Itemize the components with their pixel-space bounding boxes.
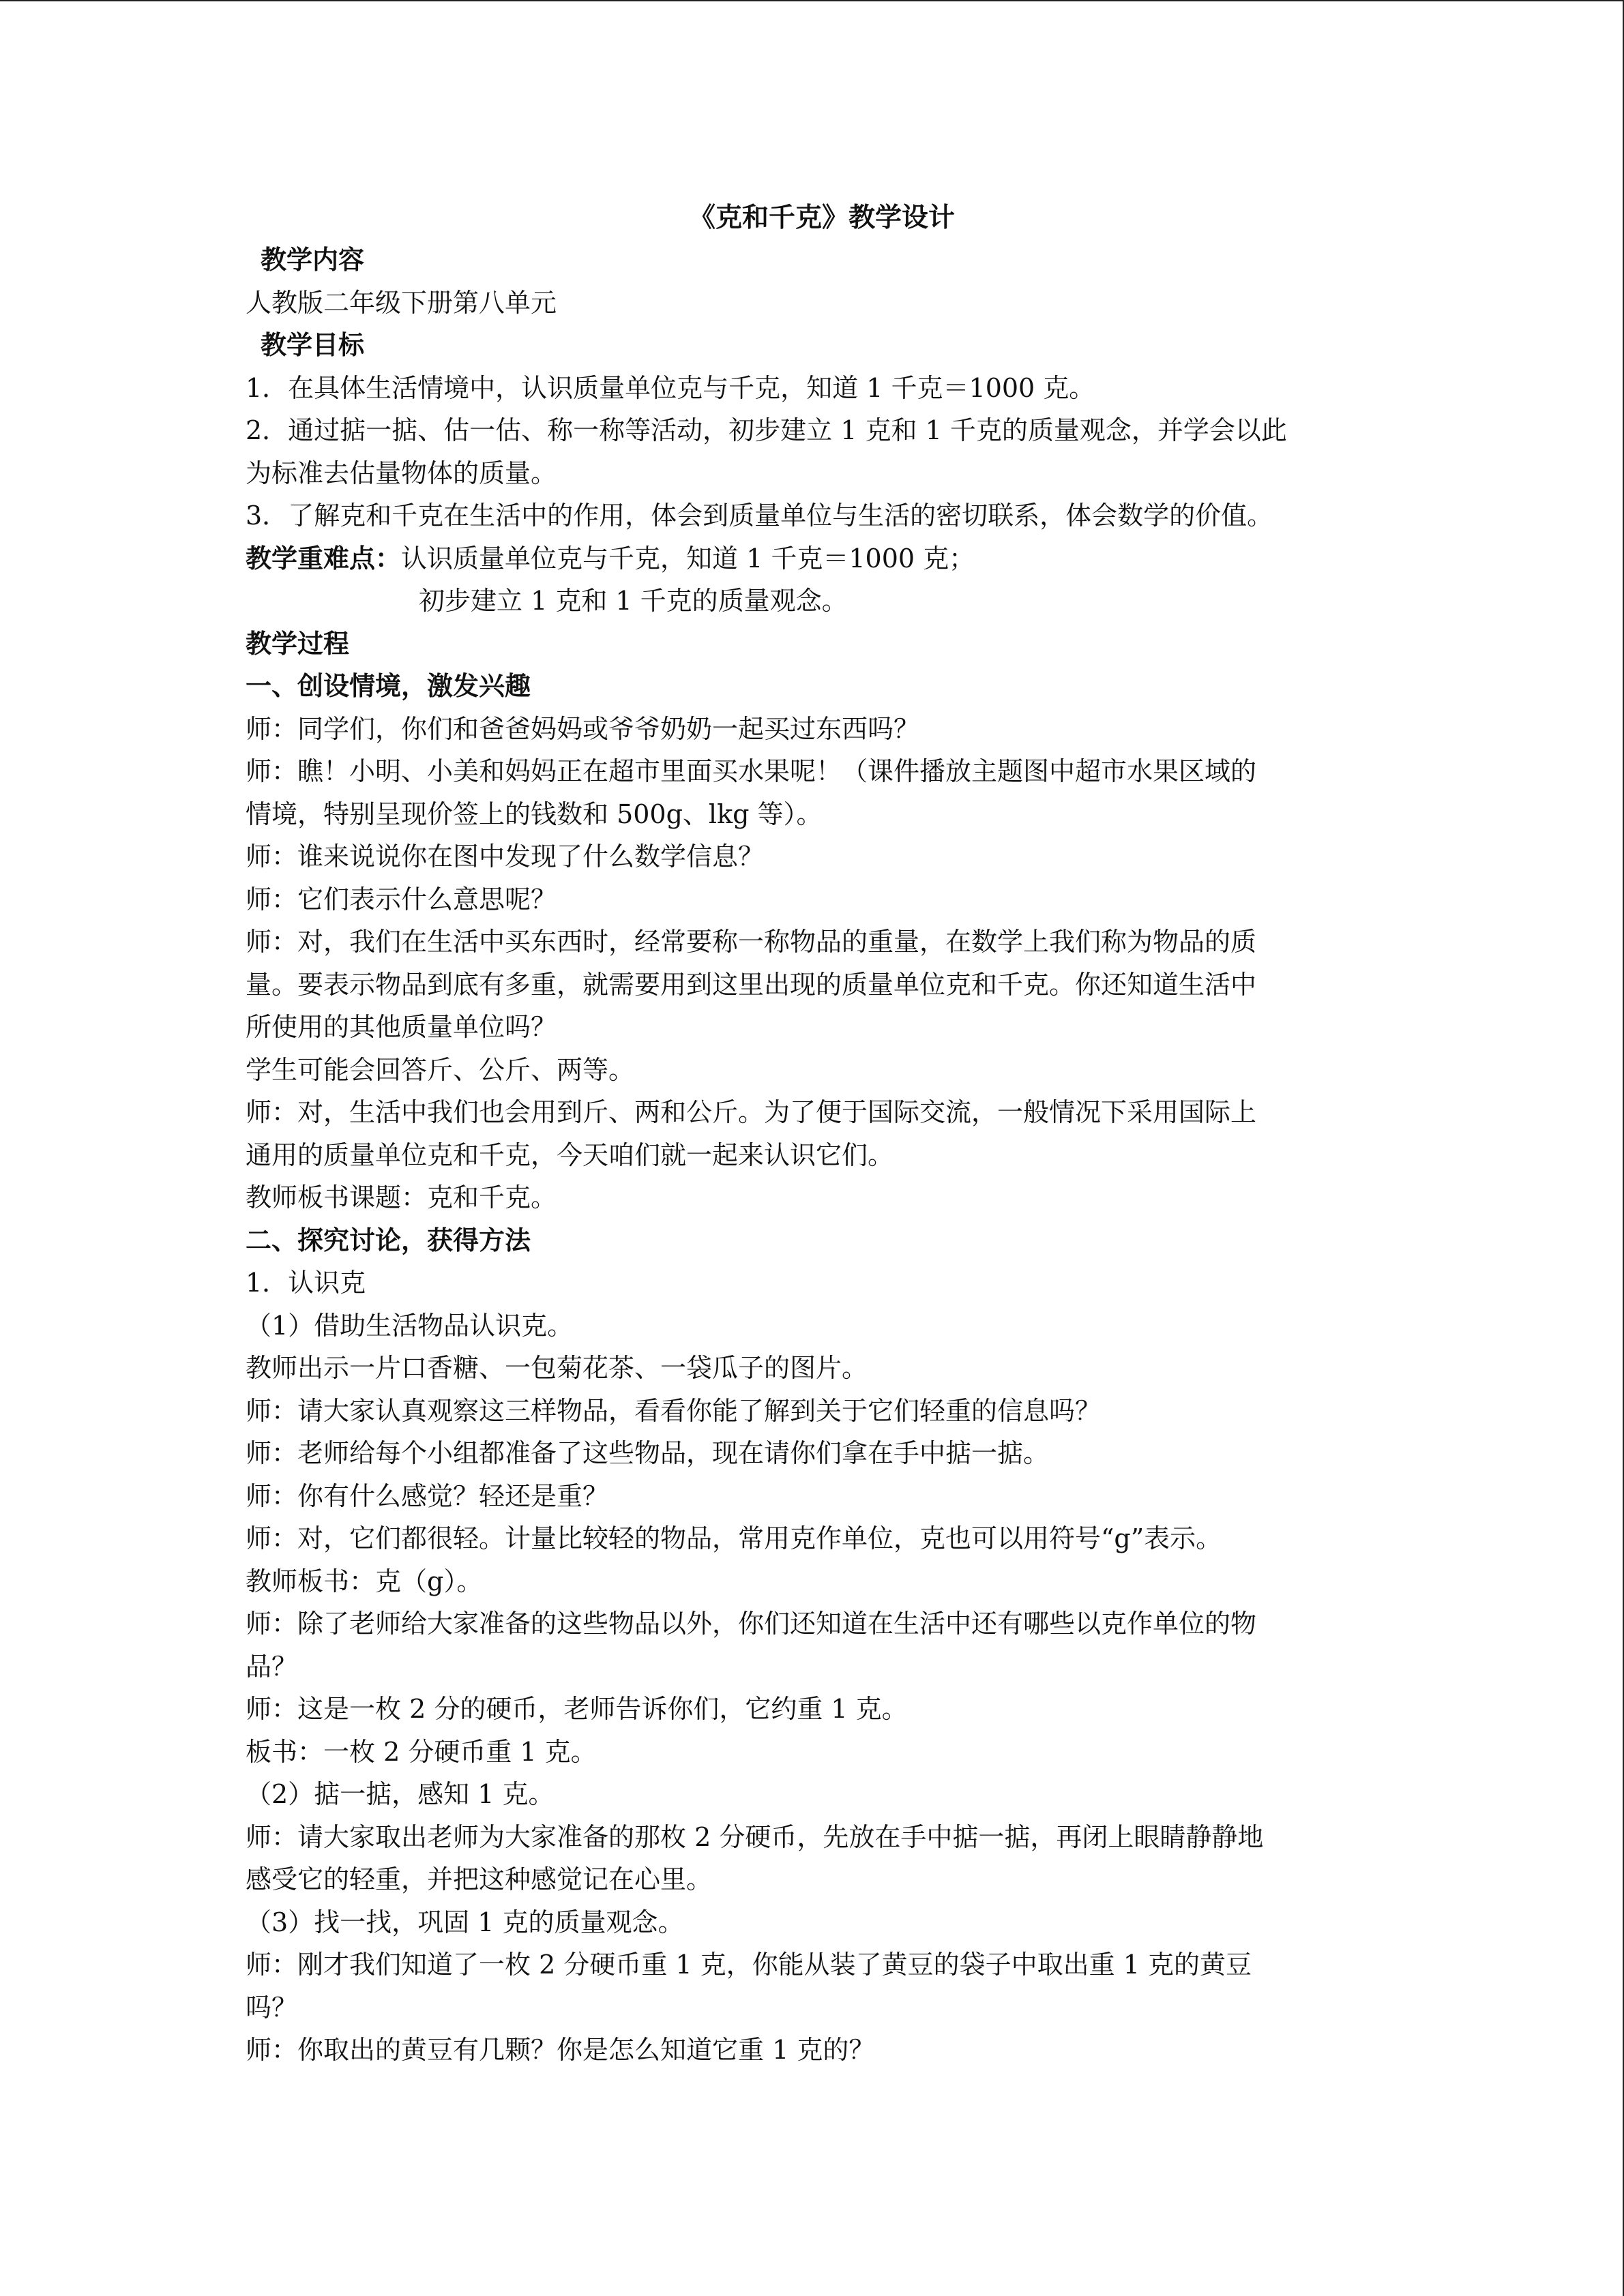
text-line	[246, 1858, 1398, 1901]
line-text: 师：瞧！小明、小美和妈妈正在超市里面买水果呢！（课件播放主题图中超市水果区域的	[246, 756, 1257, 786]
line-text: 所使用的其他质量单位吗？	[246, 1012, 557, 1042]
line-text: 教学目标	[261, 329, 365, 360]
text-line	[246, 1517, 1398, 1560]
text-line	[246, 835, 1398, 878]
text-line	[246, 282, 1398, 325]
line-text: 教师出示一片口香糖、一包菊花茶、一袋瓜子的图片。	[246, 1353, 868, 1383]
text-line	[246, 1602, 1398, 1645]
line-text: 板书：一枚 2 分硬币重 1 克。	[246, 1736, 597, 1767]
text-line	[246, 1134, 1398, 1177]
line-text: 为标准去估量物体的质量。	[246, 458, 557, 488]
line-text: 二、探究讨论，获得方法	[246, 1224, 531, 1255]
line-text: 品？	[246, 1651, 298, 1682]
text-line	[246, 921, 1398, 964]
line-text: （3）找一找，巩固 1 克的质量观念。	[246, 1907, 684, 1937]
text-line	[246, 665, 1398, 708]
text-line	[246, 537, 1398, 580]
line-text: （1）借助生活物品认识克。	[246, 1310, 574, 1341]
line-text: 量。要表示物品到底有多重，就需要用到这里出现的质量单位克和千克。你还知道生活中	[246, 969, 1257, 1000]
text-line	[246, 1816, 1398, 1859]
text-line	[246, 494, 1398, 537]
line-text: 通用的质量单位克和千克，今天咱们就一起来认识它们。	[246, 1139, 894, 1170]
text-line	[246, 367, 1398, 410]
text-line	[246, 409, 1398, 452]
line-text: （2）掂一掂，感知 1 克。	[246, 1779, 555, 1809]
line-text: 初步建立 1 克和 1 千克的质量观念。	[419, 586, 848, 616]
text-line	[246, 1943, 1398, 1986]
text-line	[246, 1901, 1398, 1944]
line-text: 师：同学们，你们和爸爸妈妈或爷爷奶奶一起买过东西吗？	[246, 713, 920, 744]
page-top-border	[0, 0, 1623, 1]
text-line	[246, 324, 1398, 367]
line-text: 感受它的轻重，并把这种感觉记在心里。	[246, 1864, 713, 1894]
line-text: 人教版二年级下册第八单元	[246, 287, 557, 318]
line-text: 教学内容	[261, 244, 365, 275]
text-line	[246, 1347, 1398, 1390]
text-line	[246, 1390, 1398, 1433]
text-line	[246, 750, 1398, 793]
line-text: 师：对，它们都很轻。计量比较轻的物品，常用克作单位，克也可以用符号“g”表示。	[246, 1523, 1222, 1553]
text-line	[246, 1560, 1398, 1603]
line-text: 吗？	[246, 1992, 298, 2023]
text-line	[246, 793, 1398, 836]
text-line	[246, 708, 1398, 751]
text-line	[246, 1688, 1398, 1731]
text-line	[246, 1432, 1398, 1475]
text-line	[246, 1773, 1398, 1816]
line-text: 学生可能会回答斤、公斤、两等。	[246, 1054, 635, 1085]
line-text: 师：请大家取出老师为大家准备的那枚 2 分硬币，先放在手中掂一掂，再闭上眼睛静静地	[246, 1821, 1264, 1852]
line-text: 师：老师给每个小组都准备了这些物品，现在请你们拿在手中掂一掂。	[246, 1438, 1050, 1468]
text-line	[246, 1475, 1398, 1518]
text-line	[246, 580, 1398, 623]
text-line	[246, 1304, 1398, 1347]
line-text: 师：这是一枚 2 分的硬币，老师告诉你们，它约重 1 克。	[246, 1694, 908, 1724]
line-text: 师：谁来说说你在图中发现了什么数学信息？	[246, 841, 765, 871]
line-text: 1．在具体生活情境中，认识质量单位克与千克，知道 1 千克＝1000 克。	[246, 372, 1095, 403]
text-line	[246, 964, 1398, 1007]
line-text: 师：刚才我们知道了一枚 2 分硬币重 1 克，你能从装了黄豆的袋子中取出重 1 克的黄豆	[246, 1950, 1252, 1980]
line-text: 认识质量单位克与千克，知道 1 千克＝1000 克；	[401, 543, 975, 573]
document-body	[246, 196, 1398, 2072]
text-line	[246, 1176, 1398, 1219]
line-text: 情境，特别呈现价签上的钱数和 500g、lkg 等）。	[246, 799, 823, 829]
document-lines	[246, 239, 1398, 2072]
text-line	[246, 878, 1398, 921]
text-line	[246, 1731, 1398, 1774]
line-text: 师：你有什么感觉？轻还是重？	[246, 1480, 609, 1511]
text-line	[246, 1091, 1398, 1134]
line-text: 师：你取出的黄豆有几颗？你是怎么知道它重 1 克的？	[246, 2035, 875, 2065]
text-line	[246, 1049, 1398, 1092]
line-text: 师：请大家认真观察这三样物品，看看你能了解到关于它们轻重的信息吗？	[246, 1395, 1102, 1426]
text-line	[246, 1986, 1398, 2029]
line-text: 教学过程	[246, 627, 350, 659]
line-text: 一、创设情境，激发兴趣	[246, 670, 531, 701]
line-text: 教师板书课题：克和千克。	[246, 1182, 557, 1212]
text-line	[246, 1262, 1398, 1304]
line-text: 1．认识克	[246, 1268, 366, 1298]
line-text: 3．了解克和千克在生活中的作用，体会到质量单位与生活的密切联系，体会数学的价值。	[246, 501, 1273, 531]
text-line	[246, 1645, 1398, 1688]
text-line	[246, 1219, 1398, 1262]
text-line	[246, 623, 1398, 666]
line-text: 师：对，我们在生活中买东西时，经常要称一称物品的重量，在数学上我们称为物品的质	[246, 927, 1257, 957]
line-label: 教学重难点：	[246, 542, 402, 573]
line-text: 教师板书：克（g）。	[246, 1566, 483, 1596]
text-line	[246, 239, 1398, 282]
line-text: 2．通过掂一掂、估一估、称一称等活动，初步建立 1 克和 1 千克的质量观念，并学会以此	[246, 415, 1287, 445]
text-line	[246, 2029, 1398, 2072]
text-line	[246, 452, 1398, 495]
line-text: 师：它们表示什么意思呢？	[246, 884, 557, 914]
line-text: 师：除了老师给大家准备的这些物品以外，你们还知道在生活中还有哪些以克作单位的物	[246, 1609, 1257, 1639]
document-title: 《克和千克》教学设计	[688, 202, 955, 233]
text-line	[246, 1006, 1398, 1049]
line-text: 师：对，生活中我们也会用到斤、两和公斤。为了便于国际交流，一般情况下采用国际上	[246, 1097, 1257, 1127]
